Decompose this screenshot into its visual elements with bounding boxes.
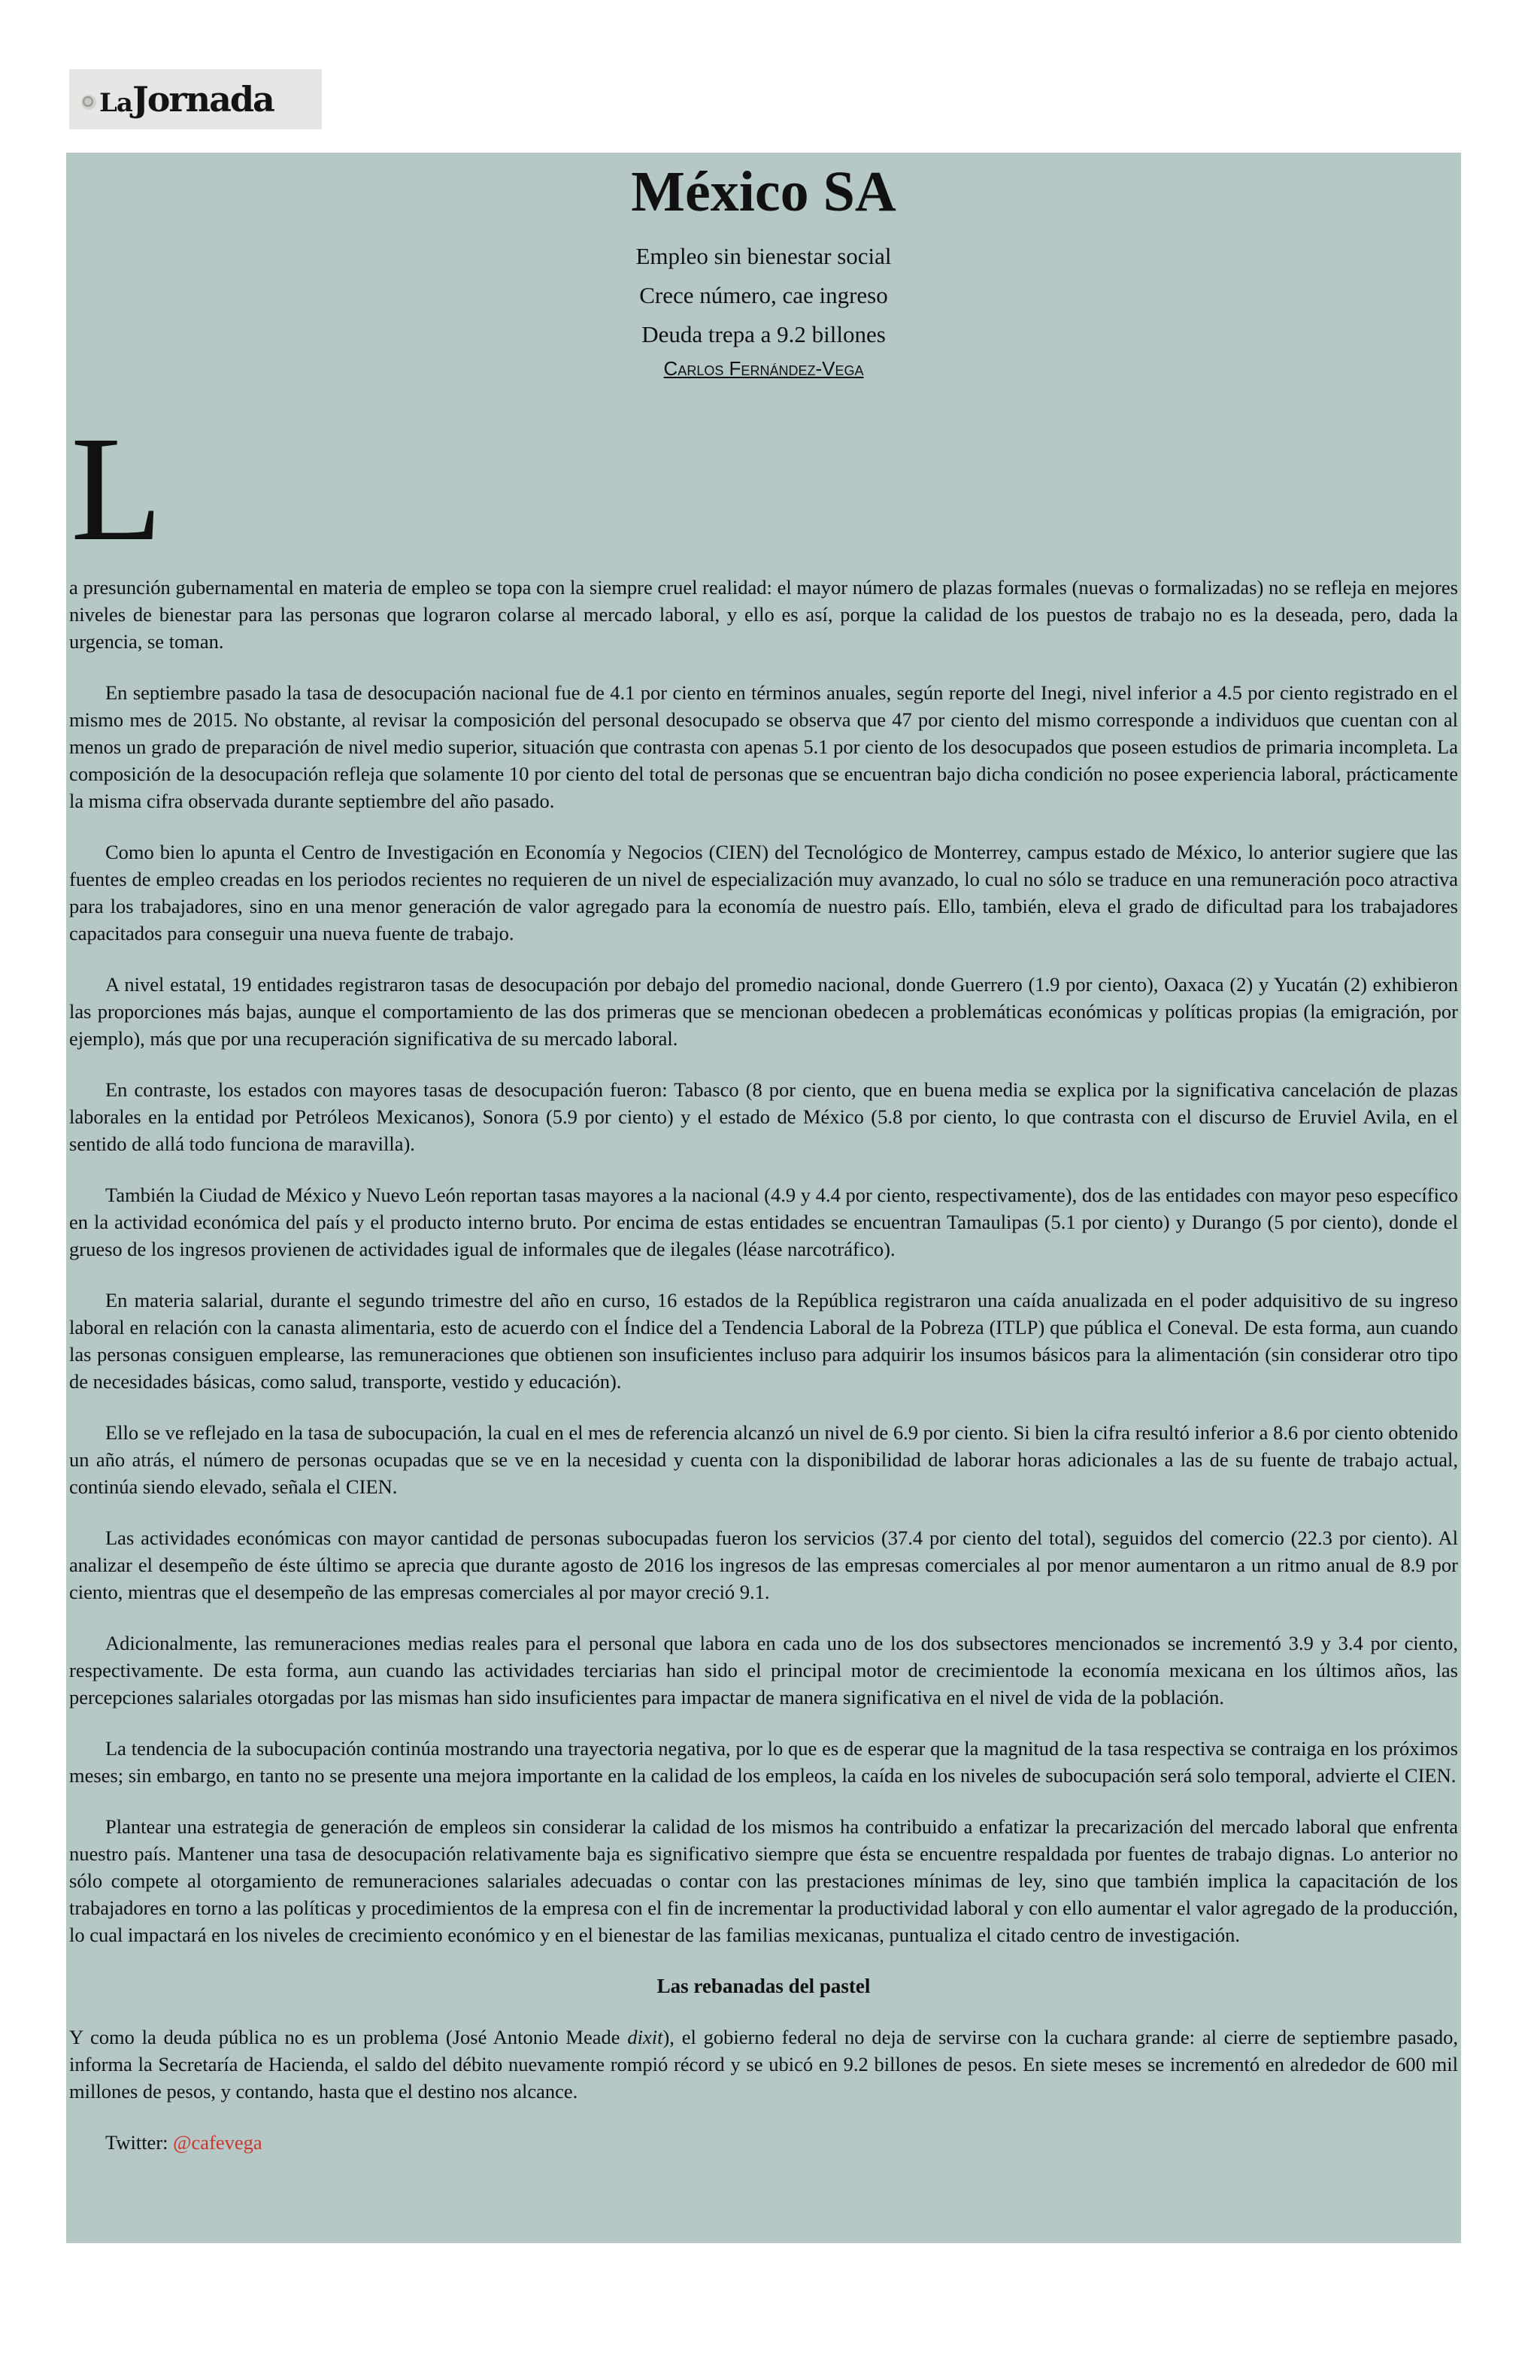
paragraph-11: La tendencia de la subocupación continúa mostrando una trayectoria negativa, por lo que es de esperar que la magnitud de la tasa respectiva se contraiga en los próximos meses; sin embargo, en tanto no se presente una mejora importante en la calidad de los empleos, la caída en los niveles de subocupación será solo temporal, advierte el CIEN. (69, 1737, 1458, 1787)
twitter-label: Twitter: (105, 2131, 174, 2154)
final-paragraph: Y como la deuda pública no es un problema (José Antonio Meade dixit), el gobierno federal no deja de servirse con la cuchara grande: al cierre de septiembre pasado, informa la Secretaría de Hacienda, el saldo del débito nuevamente rompió récord y se ubicó en 9.2 billones de pesos. En siete meses se incrementó en alrededor de 600 mil millones de pesos, y contando, hasta que el destino nos alcance. (69, 2026, 1458, 2103)
logo-seal-icon (81, 95, 96, 110)
article-container (66, 153, 1461, 2243)
paragraph-10: Adicionalmente, las remuneraciones medias reales para el personal que labora en cada uno de los dos subsectores mencionados se incrementó 3.9 y 3.4 por ciento, respectivamente. De esta forma, aun cuando las actividades terciarias han sido el principal motor de crecimientode la economía mexicana en los últimos años, las percepciones salariales otorgadas por las mismas han sido insuficientes para impactar de manera significativa en el nivel de vida de la población. (69, 1632, 1458, 1708)
site-logo[interactable] (69, 69, 322, 129)
logo-wordmark: LaJornada (99, 79, 274, 120)
paragraph-9: Las actividades económicas con mayor cantidad de personas subocupadas fueron los servicios (37.4 por ciento del total), seguidos del comercio (22.3 por ciento). Al analizar el desempeño de éste último se aprecia que durante agosto de 2016 los ingresos de las empresas comerciales al por menor aumentaron a un ritmo anual de 8.9 por ciento, mientras que el desempeño de las empresas comerciales al por mayor creció 9.1. (69, 1527, 1458, 1603)
paragraph-2: En septiembre pasado la tasa de desocupación nacional fue de 4.1 por ciento en términos anuales, según reporte del Inegi, nivel inferior a 4.5 por ciento registrado en el mismo mes de 2015. No obstante, al revisar la composición del personal desocupado se observa que 47 por ciento del mismo corresponde a individuos que cuentan con al menos un grado de preparación de nivel medio superior, situación que contrasta con apenas 5.1 por ciento de los desocupados que poseen estudios de primaria incompleta. La composición de la desocupación refleja que solamente 10 por ciento del total de personas que se encuentran bajo dicha condición no posee experiencia laboral, prácticamente la misma cifra observada durante septiembre del año pasado. (69, 681, 1458, 812)
subhead-1: Empleo sin bienestar social (635, 243, 892, 269)
subhead-3: Deuda trepa a 9.2 billones (641, 321, 886, 347)
paragraph-3: Como bien lo apunta el Centro de Investigación en Economía y Negocios (CIEN) del Tecnológico de Monterrey, campus estado de México, lo anterior sugiere que las fuentes de empleo creadas en los periodos recientes no requieren de un nivel de especialización muy avanzado, lo cual no sólo se traduce en una remuneración poco atractiva para los trabajadores, sino en una menor generación de valor agregado para la economía de nuestro país. Ello, también, eleva el grado de dificultad para los trabajadores capacitados para conseguir una nueva fuente de trabajo. (69, 841, 1458, 944)
drop-cap: L (71, 406, 163, 572)
paragraph-8: Ello se ve reflejado en la tasa de subocupación, la cual en el mes de referencia alcanzó un nivel de 6.9 por ciento. Si bien la cifra resultó inferior a 8.6 por ciento obtenido un año atrás, el número de personas ocupadas que se ve en la necesidad y cuenta con la disponibilidad de laborar horas adicionales a las de su fuente de trabajo actual, continúa siendo elevado, señala el CIEN. (69, 1421, 1458, 1498)
twitter-handle-link[interactable]: @cafevega (173, 2131, 262, 2154)
paragraph-4: A nivel estatal, 19 entidades registraron tasas de desocupación por debajo del promedio nacional, donde Guerrero (1.9 por ciento), Oaxaca (2) y Yucatán (2) exhibieron las proporciones más bajas, aunque el comportamiento de las dos primeras que se mencionan obedecen a problemáticas económicas y políticas propias (la emigración, por ejemplo), más que por una recuperación significativa de su mercado laboral. (69, 973, 1458, 1050)
author-link[interactable]: Carlos Fernández-Vega (663, 357, 864, 380)
twitter-line (69, 2129, 1458, 2156)
paragraph-12: Plantear una estrategia de generación de empleos sin considerar la calidad de los mismos ha contribuido a enfatizar la precarización del mercado laboral que enfrenta nuestro país. Mantener una tasa de desocupación relativamente baja es significativo siempre que ésta se encuentre respaldada por fuentes de trabajo dignas. Lo anterior no sólo compete al otorgamiento de remuneraciones salariales adecuadas o contar con las prestaciones mínimas de ley, sino que también implica la capacitación de los trabajadores en torno a las políticas y procedimientos de la empresa con el fin de incrementar la productividad laboral y con ello aumentar el valor agregado de la producción, lo cual impactará en los niveles de crecimiento económico y en el bienestar de las familias mexicanas, puntualiza el citado centro de investigación. (69, 1815, 1458, 1946)
paragraph-6: También la Ciudad de México y Nuevo León reportan tasas mayores a la nacional (4.9 y 4.4 por ciento, respectivamente), dos de las entidades con mayor peso específico en la actividad económica del país y el producto interno bruto. Por encima de estas entidades se encuentran Tamaulipas (5.1 por ciento) y Durango (5 por ciento), donde el grueso de los ingresos provienen de actividades igual de informales que de ilegales (léase narcotráfico). (69, 1184, 1458, 1260)
column-title: México SA (631, 160, 896, 223)
paragraph-7: En materia salarial, durante el segundo trimestre del año en curso, 16 estados de la República registraron una caída anualizada en el poder adquisitivo de su ingreso laboral en relación con la canasta alimentaria, esto de acuerdo con el Índice del a Tendencia Laboral de la Pobreza (ITLP) que pública el Coneval. De esta forma, aun cuando las personas consiguen emplearse, las remuneraciones que obtienen son insuficientes incluso para adquirir los insumos básicos para la alimentación (sin considerar otro tipo de necesidades básicas, como salud, transporte, vestido y educación). (69, 1289, 1458, 1393)
paragraph-1: a presunción gubernamental en materia de empleo se topa con la siempre cruel realidad: el mayor número de plazas formales (nuevas o formalizadas) no se refleja en mejores niveles de bienestar para las personas que lograron colarse al mercado laboral, y ello es así, porque la calidad de los puestos de trabajo no es la deseada, pero, dada la urgencia, se toman. (69, 576, 1458, 653)
paragraph-5: En contraste, los estados con mayores tasas de desocupación fueron: Tabasco (8 por ciento, que en buena media se explica por la significativa cancelación de plazas laborales en la entidad por Petróleos Mexicanos), Sonora (5.9 por ciento) y el estado de México (5.8 por ciento, lo que contrasta con el discurso de Eruviel Avila, en el sentido de allá todo funciona de maravilla). (69, 1078, 1458, 1155)
byline (69, 357, 1458, 381)
italic-dixit: dixit (627, 2026, 663, 2048)
subhead-2: Crece número, cae ingreso (639, 282, 888, 308)
section-heading: Las rebanadas del pastel (656, 1975, 871, 1997)
